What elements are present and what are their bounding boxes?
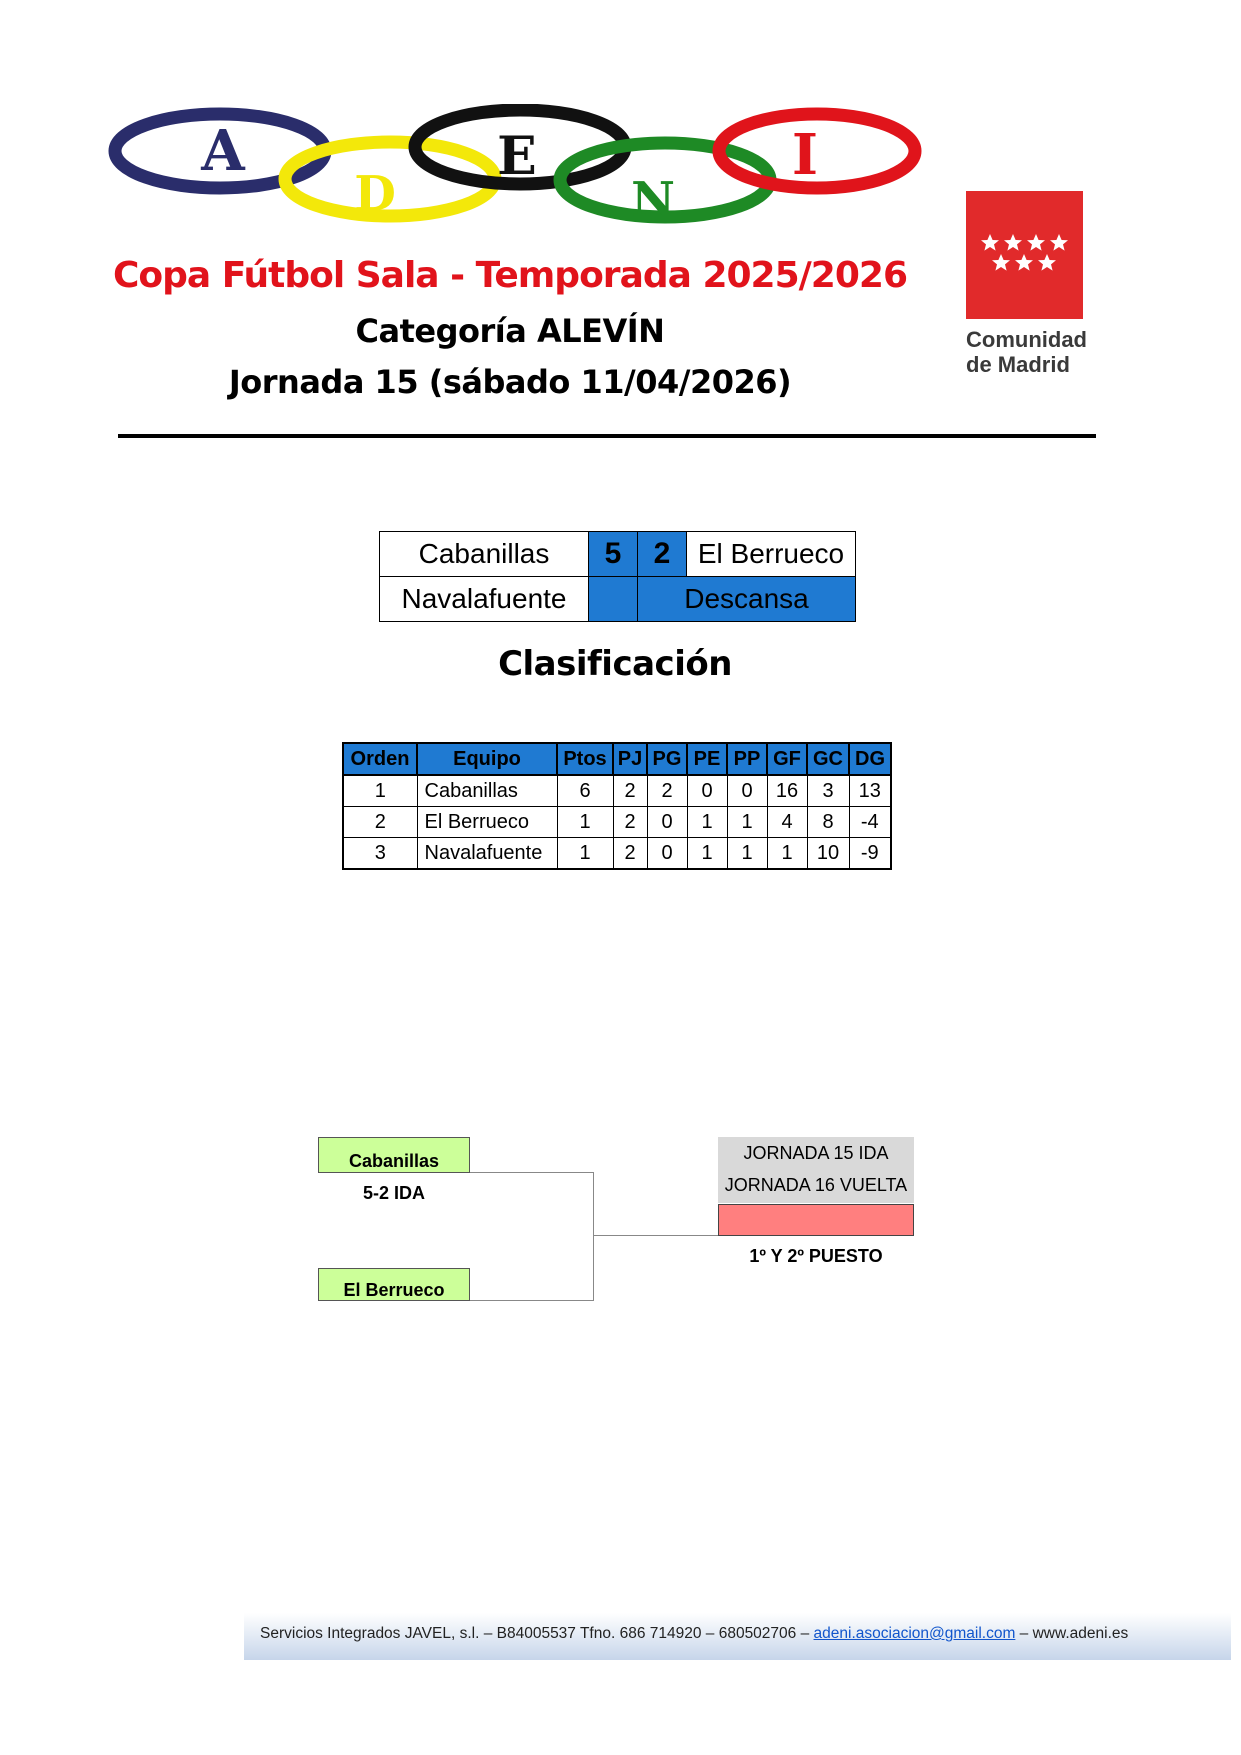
col-pj: PJ [613,743,647,775]
col-ptos: Ptos [557,743,613,775]
col-equipo: Equipo [417,743,557,775]
cell-dg: -9 [849,838,891,870]
footer-company: Servicios Integrados JAVEL, s.l. – B84005537 Tfno. 686 714920 – 680502706 – [260,1625,814,1642]
category-title: Categoría ALEVÍN [355,312,665,350]
bye-label: Descansa [638,577,856,622]
bye-team: Navalafuente [380,577,589,622]
standings-header-row [343,743,891,775]
madrid-name-line2: de Madrid [966,352,1070,377]
logo-letter-i: I [791,122,819,188]
cell-dg: -4 [849,807,891,838]
cell-ptos: 1 [557,838,613,870]
logo-letter-e: E [497,126,537,187]
madrid-name [966,327,1106,377]
match-home-score: 5 [589,532,638,577]
col-orden: Orden [343,743,417,775]
cell-pg: 0 [647,807,687,838]
cell-gc: 3 [807,775,849,807]
cell-pe: 1 [687,838,727,870]
match-away-score: 2 [638,532,687,577]
bracket-line-bottom [470,1300,594,1301]
standings-table [342,742,892,870]
col-gf: GF [767,743,807,775]
cell-gc: 10 [807,838,849,870]
cell-gf: 16 [767,775,807,807]
col-gc: GC [807,743,849,775]
bracket-result: 5-2 IDA [362,1183,425,1203]
logo-letter-d: D [354,166,396,222]
header-divider [118,434,1096,438]
bracket-info-line2: JORNADA 16 VUELTA [724,1175,908,1195]
logo-letter-a: A [201,118,245,184]
page-title: Copa Fútbol Sala - Temporada 2025/2026 [112,255,907,296]
cell-pg: 2 [647,775,687,807]
col-dg: DG [849,743,891,775]
cell-pj: 2 [613,838,647,870]
logo-letter-n: N [631,172,675,228]
adeni-logo [105,104,925,234]
madrid-stars-icon [966,191,1083,319]
bracket-info-line1: JORNADA 15 IDA [743,1143,889,1163]
bye-blank [589,577,638,622]
footer-website: – www.adeni.es [1015,1625,1129,1642]
cell-dg: 13 [849,775,891,807]
table-row [343,807,891,838]
col-pe: PE [687,743,727,775]
bracket-line-top [470,1172,594,1173]
bracket-final-box [718,1204,914,1236]
bracket-line-vertical [593,1172,594,1301]
cell-orden: 2 [343,807,417,838]
cell-gf: 1 [767,838,807,870]
table-row [343,838,891,870]
cell-pj: 2 [613,807,647,838]
match-home-team: Cabanillas [380,532,589,577]
bracket-team-top: Cabanillas [318,1137,470,1173]
bracket-line-final [593,1235,719,1236]
results-table [379,531,856,622]
cell-pg: 0 [647,838,687,870]
cell-ptos: 6 [557,775,613,807]
footer-bar [244,1613,1231,1660]
footer-email-link[interactable]: adeni.asociacion@gmail.com [813,1625,1016,1642]
cell-pj: 2 [613,775,647,807]
madrid-flag [966,191,1083,319]
footer-text [260,1625,1128,1643]
madrid-name-line1: Comunidad [966,327,1087,352]
cell-pe: 0 [687,775,727,807]
standings-title: Clasificación [498,644,732,684]
table-row [343,775,891,807]
bracket-team-bottom: El Berrueco [318,1268,470,1301]
match-away-team: El Berrueco [687,532,856,577]
col-pg: PG [647,743,687,775]
cell-pe: 1 [687,807,727,838]
bracket-final-label: 1º Y 2º PUESTO [749,1246,883,1266]
cell-orden: 1 [343,775,417,807]
cell-gc: 8 [807,807,849,838]
cell-equipo: Cabanillas [417,775,557,807]
cell-pp: 1 [727,807,767,838]
matchday-title: Jornada 15 (sábado 11/04/2026) [228,363,792,401]
bye-row [380,577,856,622]
cell-gf: 4 [767,807,807,838]
col-pp: PP [727,743,767,775]
cell-equipo: Navalafuente [417,838,557,870]
bracket-info-box [718,1137,914,1203]
cell-pp: 0 [727,775,767,807]
cell-pp: 1 [727,838,767,870]
match-row [380,532,856,577]
cell-orden: 3 [343,838,417,870]
cell-ptos: 1 [557,807,613,838]
cell-equipo: El Berrueco [417,807,557,838]
